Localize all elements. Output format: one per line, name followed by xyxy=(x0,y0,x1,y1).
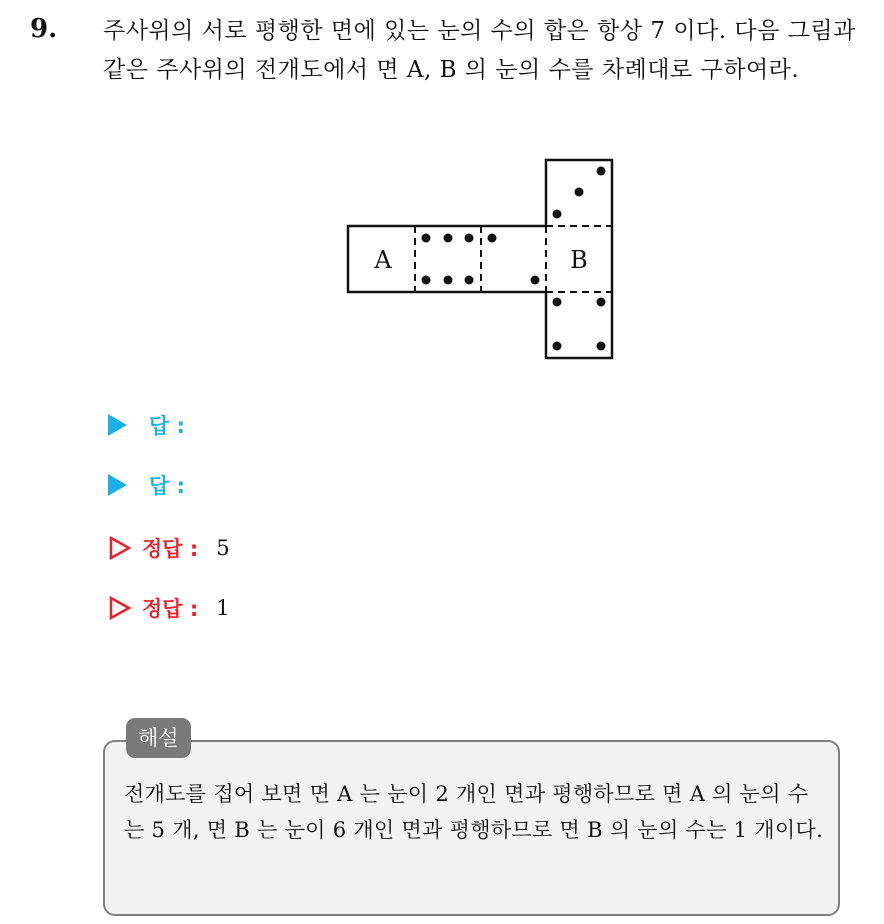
problem-text: 주사위의 서로 평행한 면에 있는 눈의 수의 합은 항상 7 이다. 다음 그림과 같은 주사위의 전개도에서 면 A, B 의 눈의 수를 차례대로 구하여라. xyxy=(103,18,856,83)
face-four-pips xyxy=(553,298,606,351)
answer-label: 답 : xyxy=(149,474,185,498)
correct-answer-label: 정답 : xyxy=(142,597,199,621)
face-a-label: A xyxy=(374,246,392,274)
answer-row-1 xyxy=(108,409,185,441)
explanation-tab: 해설 xyxy=(126,718,191,758)
play-icon xyxy=(108,414,127,436)
correct-answer-value: 5 xyxy=(216,536,230,560)
problem-number: 9. xyxy=(30,14,58,44)
play-icon xyxy=(108,474,127,496)
correct-answer-row-1 xyxy=(108,532,230,564)
face-two-pips xyxy=(488,234,540,285)
answer-label: 답 : xyxy=(149,414,185,438)
dice-net-figure xyxy=(0,0,884,400)
correct-answer-value: 1 xyxy=(216,596,230,620)
outline-triangle-icon xyxy=(108,595,132,621)
correct-answer-row-2 xyxy=(108,592,230,624)
correct-answer-label: 정답 : xyxy=(142,537,199,561)
explanation-text: 전개도를 접어 보면 면 A 는 눈이 2 개인 면과 평행하므로 면 A 의 눈의 수는 5 개, 면 B 는 눈이 6 개인 면과 평행하므로 면 B 의 눈의 수는 1 개이다. xyxy=(124,782,824,842)
answer-row-2 xyxy=(108,469,185,501)
face-b-label: B xyxy=(570,246,588,274)
outline-triangle-icon xyxy=(108,535,132,561)
face-three-pips xyxy=(553,167,606,219)
face-six-pips xyxy=(422,234,474,285)
